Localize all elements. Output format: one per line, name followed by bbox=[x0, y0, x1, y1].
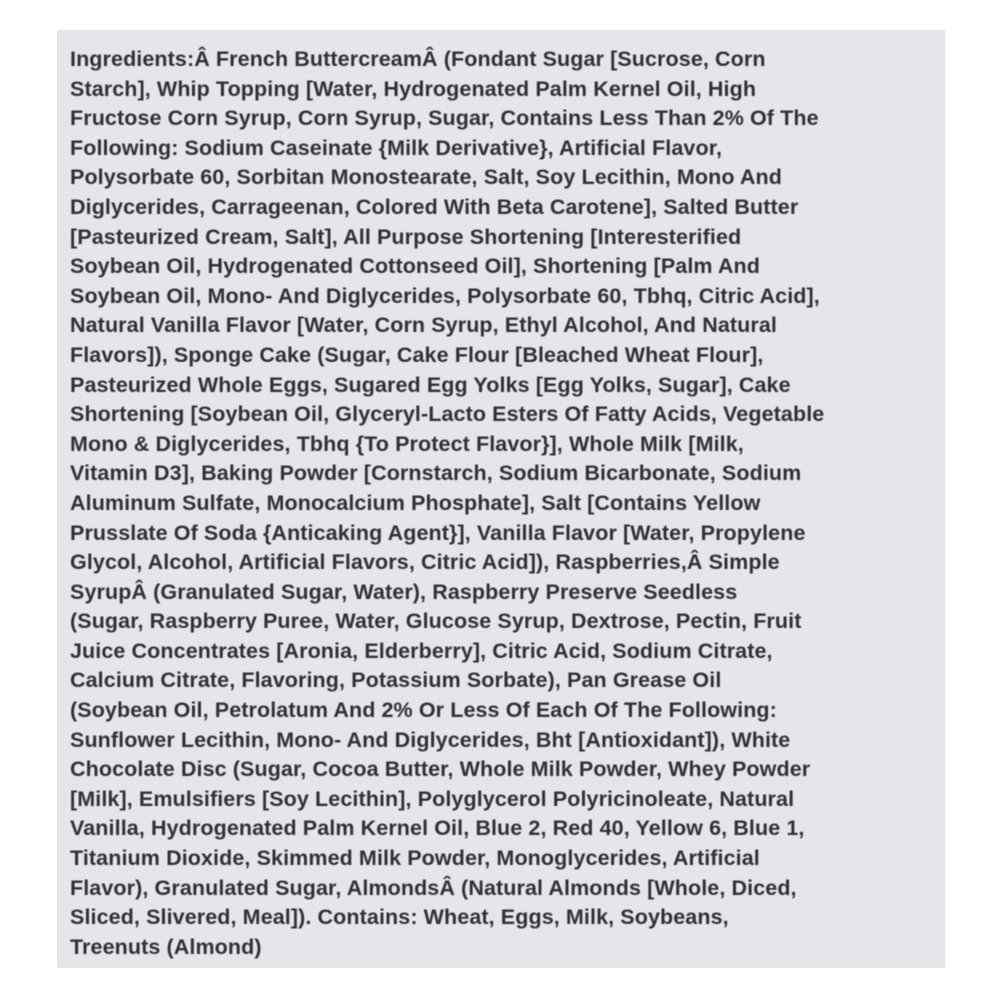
ingredients-text-line: Chocolate Disc (Sugar, Cocoa Butter, Whole Milk Powder, Whey Powder bbox=[70, 757, 811, 782]
ingredients-text-line: [Milk], Emulsifiers [Soy Lecithin], Polyglycerol Polyricinoleate, Natural bbox=[70, 786, 795, 811]
ingredients-text-line: Treenuts (Almond) bbox=[70, 934, 262, 959]
ingredients-text-line: Juice Concentrates [Aronia, Elderberry], Citric Acid, Sodium Citrate, bbox=[70, 638, 773, 663]
ingredients-text-line: Fructose Corn Syrup, Corn Syrup, Sugar, Contains Less Than 2% Of The bbox=[70, 106, 819, 131]
ingredients-text-line: Aluminum Sulfate, Monocalcium Phosphate], Salt [Contains Yellow bbox=[70, 490, 761, 515]
ingredients-text-line: Soybean Oil, Hydrogenated Cottonseed Oil], Shortening [Palm And bbox=[70, 254, 760, 279]
ingredients-text-line: Polysorbate 60, Sorbitan Monostearate, Salt, Soy Lecithin, Mono And bbox=[70, 165, 782, 190]
ingredients-text-line: Soybean Oil, Mono- And Diglycerides, Polysorbate 60, Tbhq, Citric Acid], bbox=[70, 283, 820, 308]
ingredients-text-line: Shortening [Soybean Oil, Glyceryl-Lacto Esters Of Fatty Acids, Vegetable bbox=[70, 402, 825, 427]
ingredients-text-line: Starch], Whip Topping [Water, Hydrogenated Palm Kernel Oil, High bbox=[70, 76, 757, 101]
ingredients-text-line: Natural Vanilla Flavor [Water, Corn Syrup, Ethyl Alcohol, And Natural bbox=[70, 313, 777, 338]
ingredients-text-line: Sliced, Slivered, Meal]). Contains: Wheat, Eggs, Milk, Soybeans, bbox=[70, 905, 729, 930]
ingredients-text-line: Ingredients:Â French ButtercreamÂ (Fondant Sugar [Sucrose, Corn bbox=[70, 47, 766, 71]
ingredients-text-line: [Pasteurized Cream, Salt], All Purpose Shortening [Interesterified bbox=[70, 224, 742, 249]
ingredients-text-line: Following: Sodium Caseinate {Milk Derivative}, Artificial Flavor, bbox=[70, 135, 723, 160]
ingredients-text-line: (Soybean Oil, Petrolatum And 2% Or Less Of Each Of The Following: bbox=[70, 698, 777, 723]
ingredients-text-line: Pasteurized Whole Eggs, Sugared Egg Yolks [Egg Yolks, Sugar], Cake bbox=[70, 372, 791, 397]
ingredients-text-line: Vanilla, Hydrogenated Palm Kernel Oil, Blue 2, Red 40, Yellow 6, Blue 1, bbox=[70, 816, 805, 841]
ingredients-text-line: Vitamin D3], Baking Powder [Cornstarch, Sodium Bicarbonate, Sodium bbox=[70, 461, 802, 486]
ingredients-label bbox=[57, 30, 945, 968]
ingredients-text-line: Calcium Citrate, Flavoring, Potassium Sorbate), Pan Grease Oil bbox=[70, 668, 722, 693]
ingredients-text-line: Flavors]), Sponge Cake (Sugar, Cake Flour [Bleached Wheat Flour], bbox=[70, 342, 764, 367]
ingredients-text-line: Titanium Dioxide, Skimmed Milk Powder, Monoglycerides, Artificial bbox=[70, 846, 760, 871]
ingredients-text-line: Glycol, Alcohol, Artificial Flavors, Citric Acid]), Raspberries,Â Simple bbox=[70, 550, 780, 575]
ingredients-text-line: Mono & Diglycerides, Tbhq {To Protect Flavor}], Whole Milk [Milk, bbox=[70, 431, 744, 456]
ingredients-text-line: Prusslate Of Soda {Anticaking Agent}], Vanilla Flavor [Water, Propylene bbox=[70, 520, 806, 545]
ingredients-text-line: Diglycerides, Carrageenan, Colored With Beta Carotene], Salted Butter bbox=[70, 194, 799, 219]
ingredients-text-line: (Sugar, Raspberry Puree, Water, Glucose Syrup, Dextrose, Pectin, Fruit bbox=[70, 609, 802, 634]
ingredients-text-line: SyrupÂ (Granulated Sugar, Water), Raspberry Preserve Seedless bbox=[70, 579, 738, 604]
ingredients-text bbox=[70, 45, 938, 962]
ingredients-text-line: Sunflower Lecithin, Mono- And Diglycerides, Bht [Antioxidant]), White bbox=[70, 727, 791, 752]
ingredients-text-line: Flavor), Granulated Sugar, AlmondsÂ (Natural Almonds [Whole, Diced, bbox=[70, 875, 797, 900]
